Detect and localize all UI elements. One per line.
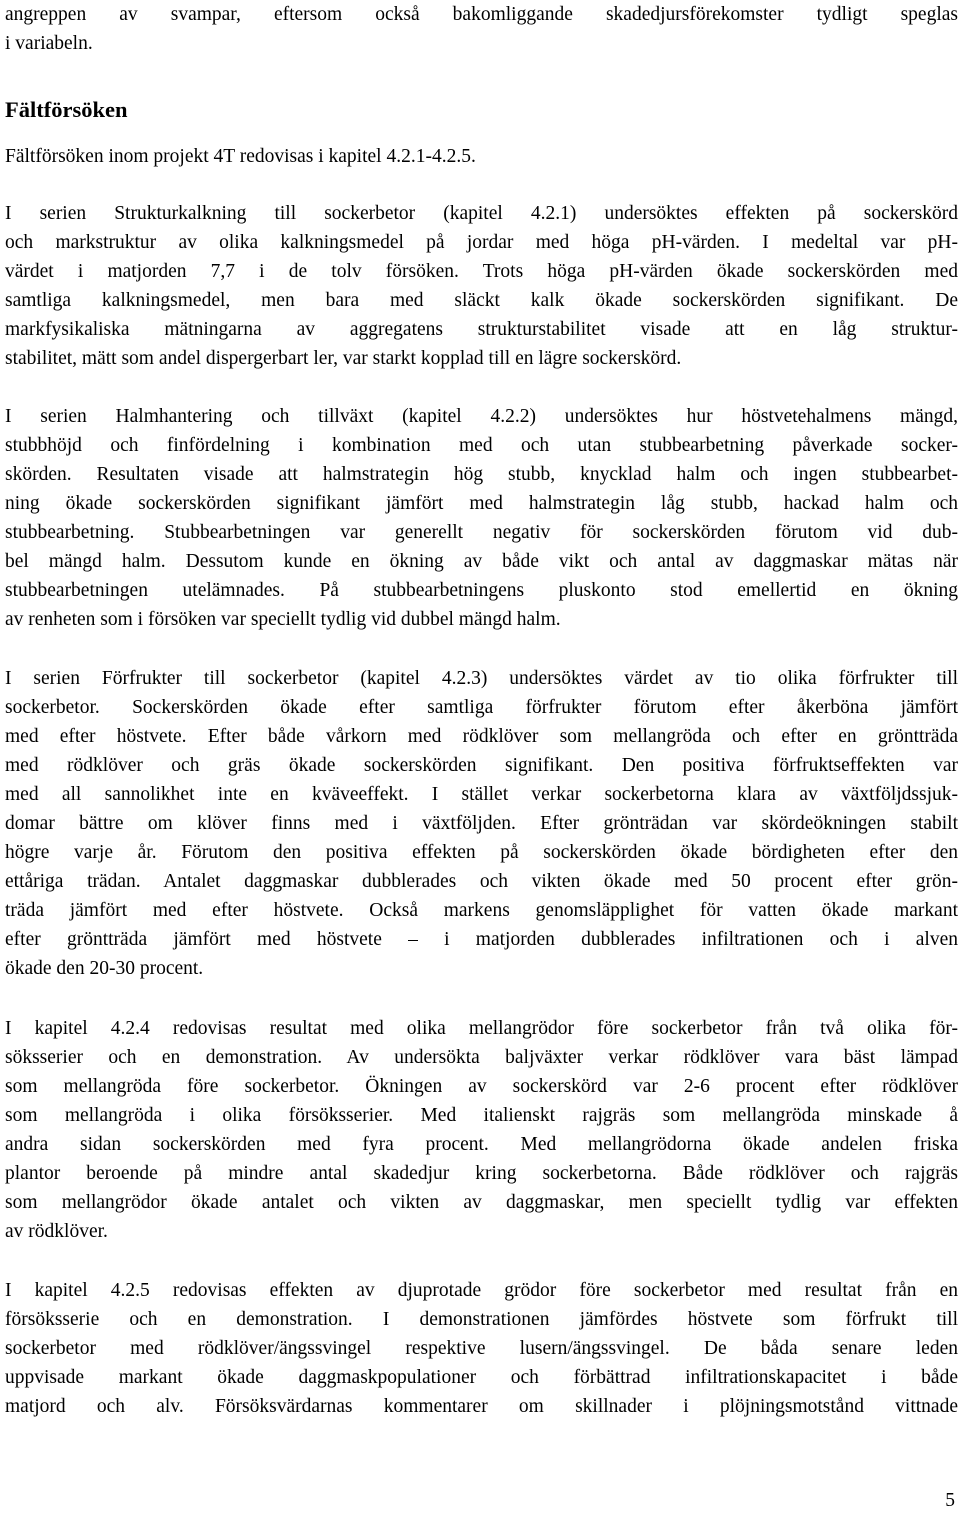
- paragraph-line: I serien Förfrukter till sockerbetor (kapitel 4.2.3) undersöktes värdet av tio olika förfrukter till: [5, 668, 958, 689]
- paragraph-line: av rödklöver.: [5, 1221, 108, 1242]
- paragraph-line: bel mängd halm. Dessutom kunde en ökning av både vikt och antal av daggmaskar mätas när: [5, 551, 958, 572]
- paragraph-line: I serien Halmhantering och tillväxt (kapitel 4.2.2) undersöktes hur höstvetehalmens mängd,: [5, 406, 958, 427]
- paragraph-line: stubbhöjd och finfördelning i kombination med och utan stubbearbetning påverkade socker-: [5, 435, 958, 456]
- paragraph-line: stubbearbetningen utelämnades. På stubbearbetningens pluskonto stod emellertid en ökning: [5, 580, 958, 601]
- paragraph-line: och markstruktur av olika kalkningsmedel på jordar med höga pH-värden. I medeltal var pH-: [5, 232, 958, 253]
- paragraph-line: angreppen av svampar, eftersom också bakomliggande skadedjursförekomster tydligt speglas: [5, 4, 958, 25]
- paragraph-line: skörden. Resultaten visade att halmstrategin hög stubb, knycklad halm och ingen stubbearbet-: [5, 464, 958, 485]
- paragraph-line: högre varje år. Förutom den positiva effekten på sockerskörden ökade bördigheten efter den: [5, 842, 958, 863]
- paragraph-line: sockerbetor med rödklöver/ängssvingel respektive lusern/ängssvingel. De båda senare leden: [5, 1338, 958, 1359]
- paragraph-line: I kapitel 4.2.5 redovisas effekten av djuprotade grödor före sockerbetor med resultat från en: [5, 1280, 958, 1301]
- paragraph-line: träda jämfört med efter höstvete. Också markens genomsläpplighet för vatten ökade markant: [5, 900, 958, 921]
- paragraph-line: som mellangrödor ökade antalet och vikten av daggmaskar, men speciellt tydlig var effekten: [5, 1192, 958, 1213]
- paragraph-line: andra sidan sockerskörden med fyra procent. Med mellangrödorna ökade andelen friska: [5, 1134, 958, 1155]
- paragraph-line: som mellangröda i olika försöksserier. Med italienskt rajgräs som mellangröda minskade å: [5, 1105, 958, 1126]
- paragraph-line: som mellangröda före sockerbetor. Ökningen av sockerskörd var 2-6 procent efter rödklöver: [5, 1076, 958, 1097]
- paragraph-strukturkalkning: [5, 199, 958, 373]
- section-heading: Fältförsöken: [5, 97, 128, 122]
- paragraph-line: samtliga kalkningsmedel, men bara med släckt kalk ökade sockerskörden signifikant. De: [5, 290, 958, 311]
- paragraph-halmhantering: [5, 402, 958, 634]
- paragraph-line: Fältförsöken inom projekt 4T redovisas i kapitel 4.2.1-4.2.5.: [5, 146, 476, 167]
- paragraph-line: ning ökade sockerskörden signifikant jämfört med halmstrategin låg stubb, hackad halm och: [5, 493, 958, 514]
- paragraph-kapitel-424: [5, 1014, 958, 1246]
- paragraph-line: stubbearbetning. Stubbearbetningen var generellt negativ för sockerskörden förutom vid dub-: [5, 522, 958, 543]
- paragraph-line: stabilitet, mätt som andel dispergerbart ler, var starkt kopplad till en lägre sockerskörd.: [5, 348, 682, 369]
- page-number: 5: [945, 1490, 955, 1511]
- paragraph-line: efter gröntträda jämfört med höstvete – i matjorden dubblerades infiltrationen och i alven: [5, 929, 958, 950]
- paragraph-line: ettåriga trädan. Antalet daggmaskar dubblerades och vikten ökade med 50 procent efter grön-: [5, 871, 958, 892]
- paragraph-line: av renheten som i försöken var speciellt tydlig vid dubbel mängd halm.: [5, 609, 561, 630]
- paragraph-line: värdet i matjorden 7,7 i de tolv försöken. Trots höga pH-värden ökade sockerskörden med: [5, 261, 958, 282]
- intro-paragraph: [5, 0, 958, 58]
- paragraph-line: med all sannolikhet inte en kväveeffekt. I stället verkar sockerbetorna klara av växtföljdssjuk-: [5, 784, 958, 805]
- paragraph-line: I kapitel 4.2.4 redovisas resultat med olika mellangrödor före sockerbetor från två olika för-: [5, 1018, 958, 1039]
- paragraph-line: domar bättre om klöver finns med i växtföljden. Efter grönträdan var skördeökningen stabilt: [5, 813, 958, 834]
- paragraph-line: i variabeln.: [5, 33, 93, 54]
- intro-sentence: [5, 142, 476, 171]
- paragraph-line: söksserier och en demonstration. Av undersökta baljväxter verkar rödklöver vara bäst lämpad: [5, 1047, 958, 1068]
- paragraph-line: matjord och alv. Försöksvärdarnas kommentarer om skillnader i plöjningsmotstånd vittnade: [5, 1396, 958, 1417]
- paragraph-line: med efter höstvete. Efter både vårkorn med rödklöver som mellangröda och efter en gröntträda: [5, 726, 958, 747]
- paragraph-line: ökade den 20-30 procent.: [5, 958, 204, 979]
- paragraph-line: med rödklöver och gräs ökade sockerskörden signifikant. Den positiva förfruktseffekten var: [5, 755, 958, 776]
- paragraph-line: plantor beroende på mindre antal skadedjur kring sockerbetorna. Både rödklöver och rajgräs: [5, 1163, 958, 1184]
- paragraph-line: sockerbetor. Sockerskörden ökade efter samtliga förfrukter förutom efter åkerböna jämfört: [5, 697, 958, 718]
- paragraph-forfrukter: [5, 664, 958, 983]
- paragraph-kapitel-425: [5, 1276, 958, 1421]
- paragraph-line: uppvisade markant ökade daggmaskpopulationer och förbättrad infiltrationskapacitet i både: [5, 1367, 958, 1388]
- paragraph-line: I serien Strukturkalkning till sockerbetor (kapitel 4.2.1) undersöktes effekten på sockerskörd: [5, 203, 958, 224]
- paragraph-line: markfysikaliska mätningarna av aggregatens strukturstabilitet visade att en låg struktur-: [5, 319, 958, 340]
- paragraph-line: försöksserie och en demonstration. I demonstrationen jämfördes höstvete som förfrukt till: [5, 1309, 958, 1330]
